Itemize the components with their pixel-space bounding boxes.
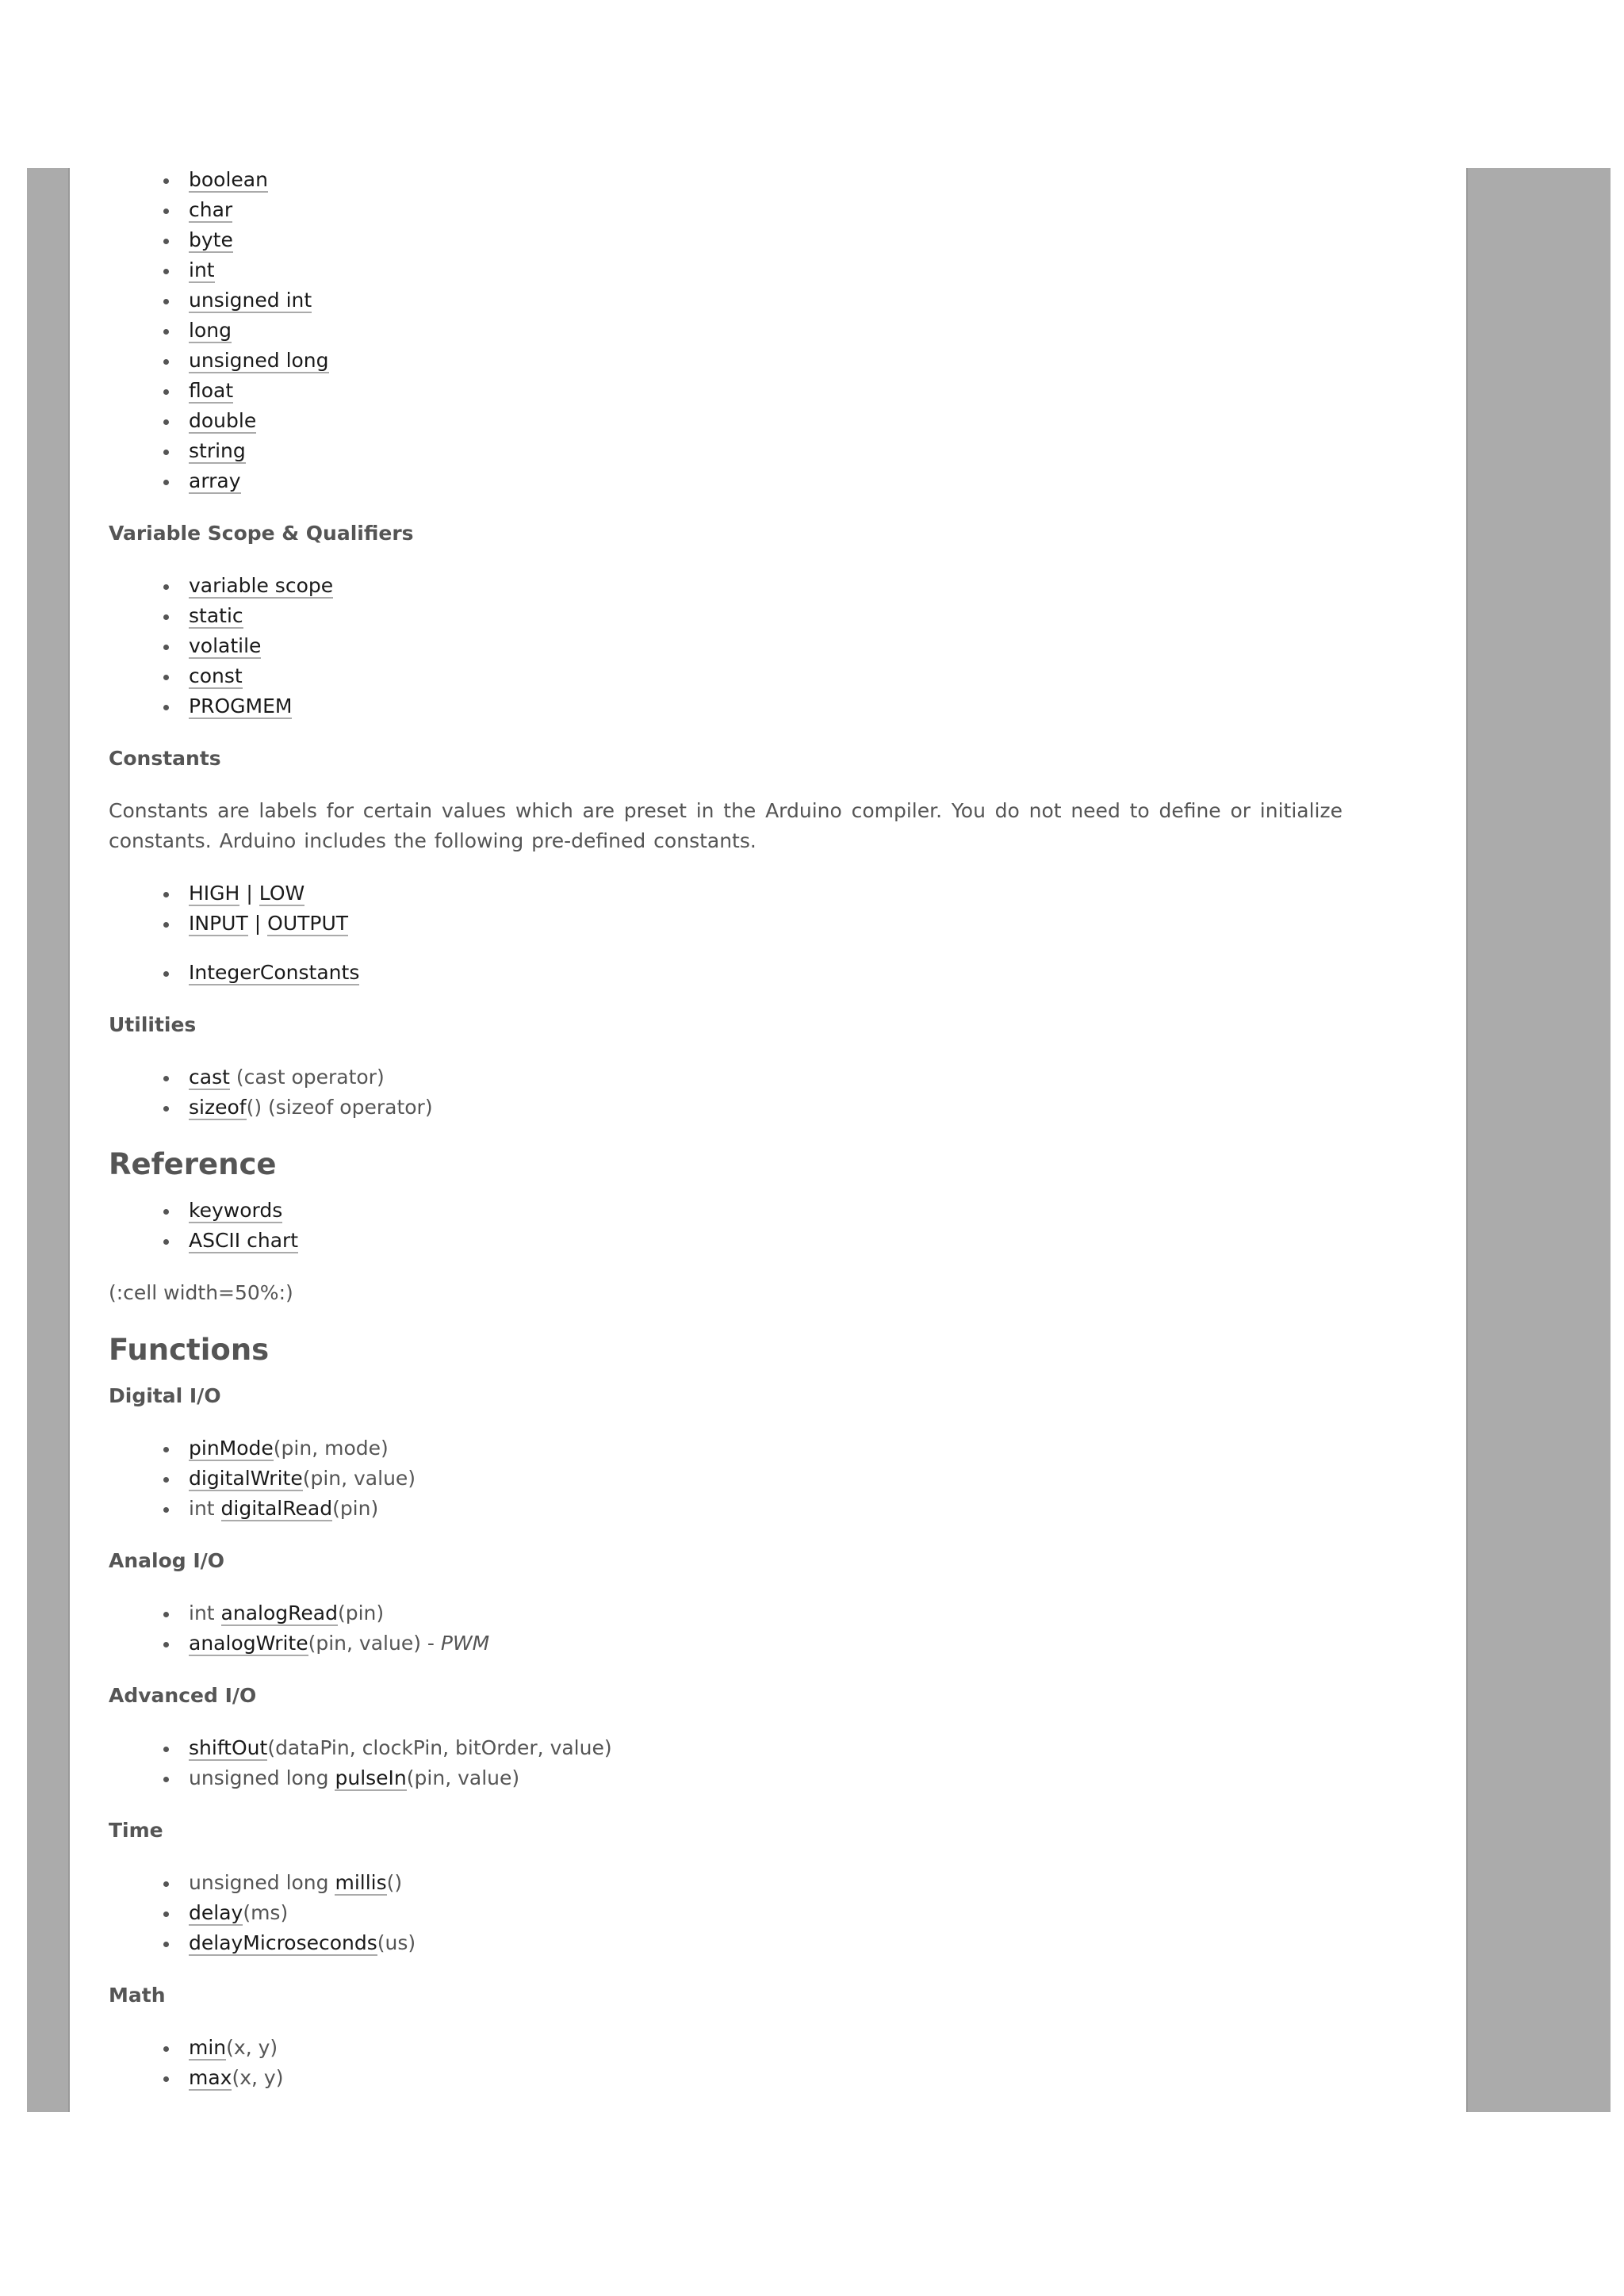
list-item xyxy=(189,316,1342,346)
link-array[interactable]: array xyxy=(189,469,241,492)
list-item xyxy=(189,195,1342,225)
time-list xyxy=(109,1868,1342,1958)
pwm-note: PWM xyxy=(440,1632,490,1655)
link-millis[interactable]: millis xyxy=(335,1871,387,1894)
list-item xyxy=(189,631,1342,661)
list-item xyxy=(189,1494,1342,1524)
reference-list xyxy=(109,1196,1342,1256)
time-heading: Time xyxy=(109,1819,163,1842)
link-delay[interactable]: delay xyxy=(189,1901,243,1924)
list-item xyxy=(189,1226,1342,1256)
math-list xyxy=(109,2033,1342,2093)
list-item xyxy=(189,2063,1342,2093)
analog-io-heading: Analog I/O xyxy=(109,1549,225,1572)
list-item xyxy=(189,1763,1342,1793)
list-item xyxy=(189,1093,1342,1123)
link-digitalread[interactable]: digitalRead xyxy=(220,1497,333,1520)
digital-io-list xyxy=(109,1433,1342,1524)
pulsein-return-type: unsigned long xyxy=(189,1766,335,1789)
separator: | xyxy=(246,882,253,905)
sizeof-description: () (sizeof operator) xyxy=(246,1096,433,1119)
link-sizeof[interactable]: sizeof xyxy=(189,1096,247,1119)
link-output[interactable]: OUTPUT xyxy=(267,912,349,935)
link-delay-microseconds[interactable]: delayMicroseconds xyxy=(189,1931,377,1954)
constants-list xyxy=(109,878,1342,939)
analog-io-list xyxy=(109,1598,1342,1659)
list-item xyxy=(189,376,1342,406)
list-item xyxy=(189,958,1342,988)
list-item xyxy=(189,436,1342,466)
link-progmem[interactable]: PROGMEM xyxy=(189,695,293,718)
list-item xyxy=(189,1433,1342,1464)
left-sidebar-bar xyxy=(27,168,70,2112)
list-item xyxy=(189,165,1342,195)
list-item xyxy=(189,1196,1342,1226)
analogread-return-type: int xyxy=(189,1601,221,1624)
link-volatile[interactable]: volatile xyxy=(189,634,262,657)
list-item xyxy=(189,1598,1342,1628)
list-item xyxy=(189,878,1342,909)
pulsein-args: (pin, value) xyxy=(406,1766,520,1789)
link-shiftout[interactable]: shiftOut xyxy=(189,1736,268,1759)
utilities-heading: Utilities xyxy=(109,1013,197,1036)
link-analogwrite[interactable]: analogWrite xyxy=(189,1632,308,1655)
digitalread-args: (pin) xyxy=(332,1497,379,1520)
analogread-args: (pin) xyxy=(337,1601,385,1624)
link-unsigned-int[interactable]: unsigned int xyxy=(189,289,312,312)
list-item xyxy=(189,1868,1342,1898)
digital-io-heading: Digital I/O xyxy=(109,1384,221,1407)
constants-description: Constants are labels for certain values which are preset in the Arduino compiler. You do not need to define or initialize constants. Arduino includes the following pre-defined constants. xyxy=(109,799,1342,852)
link-low[interactable]: LOW xyxy=(259,882,305,905)
list-item xyxy=(189,1928,1342,1958)
list-item xyxy=(189,1062,1342,1093)
link-string[interactable]: string xyxy=(189,439,246,462)
millis-return-type: unsigned long xyxy=(189,1871,335,1894)
link-byte[interactable]: byte xyxy=(189,228,233,251)
cell-width-note: (:cell width=50%:) xyxy=(109,1281,293,1304)
link-boolean[interactable]: boolean xyxy=(189,168,268,191)
link-high[interactable]: HIGH xyxy=(189,882,240,905)
link-keywords[interactable]: keywords xyxy=(189,1199,283,1222)
reference-heading: Reference xyxy=(109,1147,277,1181)
pinmode-args: (pin, mode) xyxy=(273,1437,389,1460)
reference-content xyxy=(109,165,1342,2115)
link-const[interactable]: const xyxy=(189,664,243,687)
delay-args: (ms) xyxy=(243,1901,289,1924)
separator: | xyxy=(254,912,262,935)
link-max[interactable]: max xyxy=(189,2066,232,2089)
link-ascii-chart[interactable]: ASCII chart xyxy=(189,1229,299,1252)
list-item xyxy=(189,571,1342,601)
link-cast[interactable]: cast xyxy=(189,1066,230,1089)
min-args: (x, y) xyxy=(226,2036,278,2059)
list-item xyxy=(189,406,1342,436)
advanced-io-heading: Advanced I/O xyxy=(109,1684,257,1707)
link-long[interactable]: long xyxy=(189,319,232,342)
data-types-list xyxy=(109,165,1342,496)
link-analogread[interactable]: analogRead xyxy=(220,1601,338,1624)
scope-list xyxy=(109,571,1342,721)
link-min[interactable]: min xyxy=(189,2036,227,2059)
list-item xyxy=(189,1733,1342,1763)
link-pulsein[interactable]: pulseIn xyxy=(335,1766,407,1789)
list-item xyxy=(189,255,1342,285)
list-item xyxy=(189,1464,1342,1494)
list-item xyxy=(189,909,1342,939)
link-unsigned-long[interactable]: unsigned long xyxy=(189,349,329,372)
link-int[interactable]: int xyxy=(189,258,215,281)
digitalread-return-type: int xyxy=(189,1497,221,1520)
right-sidebar-bar xyxy=(1466,168,1611,2112)
list-item xyxy=(189,466,1342,496)
link-char[interactable]: char xyxy=(189,198,233,221)
utilities-list xyxy=(109,1062,1342,1123)
list-item xyxy=(189,661,1342,691)
digitalwrite-args: (pin, value) xyxy=(302,1467,416,1490)
link-variable-scope[interactable]: variable scope xyxy=(189,574,334,597)
list-item xyxy=(189,1628,1342,1659)
link-static[interactable]: static xyxy=(189,604,243,627)
link-integer-constants[interactable]: IntegerConstants xyxy=(189,961,360,984)
list-item xyxy=(189,1898,1342,1928)
link-input[interactable]: INPUT xyxy=(189,912,248,935)
integer-constants-list xyxy=(109,958,1342,988)
shiftout-args: (dataPin, clockPin, bitOrder, value) xyxy=(267,1736,612,1759)
list-item xyxy=(189,691,1342,721)
list-item xyxy=(189,601,1342,631)
millis-args: () xyxy=(386,1871,403,1894)
math-heading: Math xyxy=(109,1984,166,2007)
scope-heading: Variable Scope & Qualifiers xyxy=(109,522,414,545)
delay-microseconds-args: (us) xyxy=(377,1931,416,1954)
max-args: (x, y) xyxy=(232,2066,284,2089)
list-item xyxy=(189,346,1342,376)
functions-heading: Functions xyxy=(109,1333,270,1367)
list-item xyxy=(189,285,1342,316)
constants-heading: Constants xyxy=(109,747,221,770)
link-float[interactable]: float xyxy=(189,379,234,402)
link-pinmode[interactable]: pinMode xyxy=(189,1437,274,1460)
link-double[interactable]: double xyxy=(189,409,257,432)
list-item xyxy=(189,225,1342,255)
cast-description: (cast operator) xyxy=(229,1066,385,1089)
link-digitalwrite[interactable]: digitalWrite xyxy=(189,1467,303,1490)
list-item xyxy=(189,2033,1342,2063)
analogwrite-args: (pin, value) - xyxy=(308,1632,441,1655)
advanced-io-list xyxy=(109,1733,1342,1793)
